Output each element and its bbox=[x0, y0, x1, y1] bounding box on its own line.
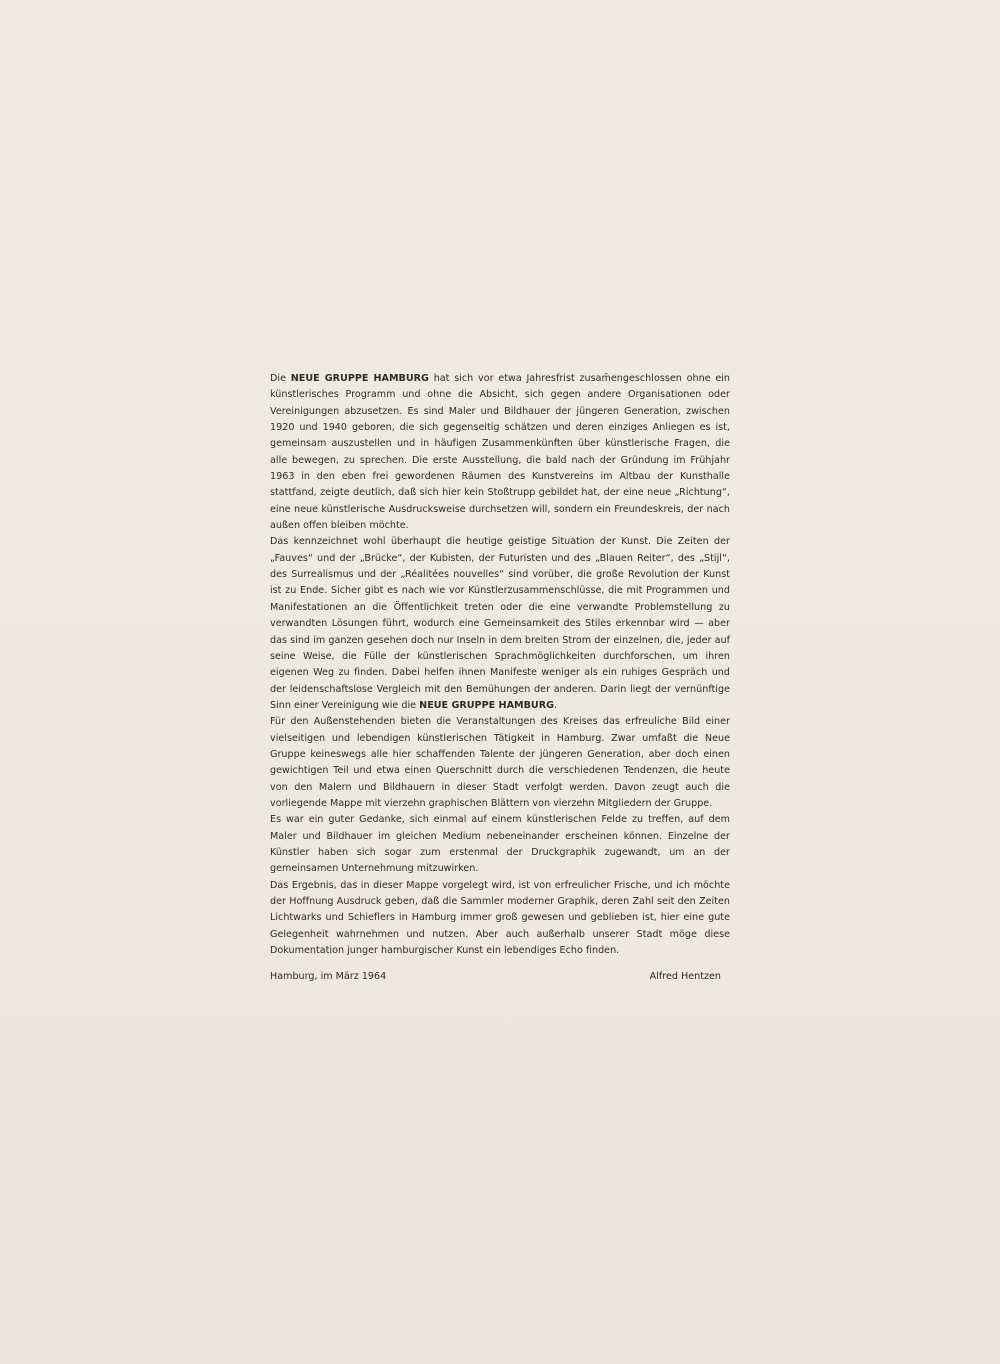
place-date: Hamburg, im März 1964 bbox=[270, 971, 387, 982]
text-run: . bbox=[554, 699, 558, 711]
text-run: Das Ergebnis, das in dieser Mappe vorgelegt wird, ist von erfreulicher Frische, und ich möchte der Hoffnung Ausdruck geben, daß die Sammler moderner Graphik, deren Zahl seit den Zeiten Lichtwarks und Schieflers in Hamburg immer groß gewesen und geblieben ist, hier eine gute Gelegenheit wahrnehmen und nutzen. Aber auch außerhalb unserer Stadt möge diese Dokumentation junger hamburgischer Kunst ein lebendiges Echo finden. bbox=[270, 879, 730, 957]
group-name: NEUE GRUPPE HAMBURG bbox=[290, 373, 429, 384]
author-name: Alfred Hentzen bbox=[649, 971, 721, 982]
text-run: hat sich vor etwa Jahresfrist zusam̄engeschlossen ohne ein künstlerisches Programm und ohne die Absicht, sich gegen andere Organisationen oder Vereinigungen abzusetzen. Es sind Maler und Bildhauer der jüngeren Generation, zwischen 1920 und 1940 geboren, die sich gegenseitig schätzen und deren einziges Anliegen es ist, gemeinsam auszustellen und in häufigen Zusammenkünften über künstlerische Fragen, die alle bewegen, zu sprechen. Die erste Ausstellung, die bald nach der Gründung im Frühjahr 1963 in den eben frei gewordenen Räumen des Kunstvereins im Altbau der Kunsthalle stattfand, zeigte deutlich, daß sich hier kein Stoßtrupp gebildet hat, der eine neue „Richtung“, eine neue künstlerische Ausdrucksweise durchsetzen will, sondern ein Freundeskreis, der nach außen offen bleiben möchte. bbox=[270, 373, 730, 532]
text-run: Es war ein guter Gedanke, sich einmal auf einem künstlerischen Felde zu treffen, auf dem Maler und Bildhauer im gleichen Medium nebeneinander erscheinen können. Einzelne der Künstler haben sich sogar zum erstenmal der Druckgraphik zugewandt, um an der gemeinsamen Unternehmung mitzuwirken. bbox=[270, 814, 730, 875]
text-run: Die bbox=[270, 373, 291, 384]
paragraph-2 bbox=[270, 534, 730, 714]
text-run: Für den Außenstehenden bieten die Veranstaltungen des Kreises das erfreuliche Bild einer vielseitigen und lebendigen künstlerischen Tätigkeit in Hamburg. Zwar umfaßt die Neue Gruppe keineswegs alle hier schaffenden Talente der jüngeren Generation, aber doch einen gewichtigen Teil und etwa einen Querschnitt durch die verschiedenen Tendenzen, die heute von den Malern und Bildhauern in dieser Stadt verfolgt werden. Davon zeugt auch die vorliegende Mappe mit vierzehn graphischen Blättern von vierzehn Mitgliedern der Gruppe. bbox=[270, 716, 730, 809]
paragraph-4 bbox=[270, 812, 730, 877]
paragraph-1 bbox=[270, 371, 730, 534]
group-name: NEUE GRUPPE HAMBURG bbox=[419, 699, 554, 711]
text-run: Das kennzeichnet wohl überhaupt die heutige geistige Situation der Kunst. Die Zeiten der „Fauves“ und der „Brücke“, der Kubisten, der Futuristen und des „Blauen Reiter“, des „Stijl“, des Surrealismus und der „Réalitées nouvelles“ sind vorüber, die große Revolution der Kunst ist zu Ende. Sicher gibt es nach wie vor Künstlerzusammenschlüsse, die mit Programmen und Manifestationen an die Öffentlichkeit treten oder die eine verwandte Problemstellung zu verwandten Lösungen führt, wodurch eine Gemeinsamkeit des Stiles erkennbar wird — aber das sind im ganzen gesehen doch nur Inseln in dem breiten Strom der einzelnen, die, jeder auf seine Weise, die Fülle der künstlerischen Sprachmöglichkeiten durchforschen, um ihren eigenen Weg zu finden. Dabei helfen ihnen Manifeste weniger als ein ruhiges Gespräch und der leidenschaftslose Vergleich mit den Bemühungen der anderen. Darin liegt der vernünftige Sinn einer Vereinigung wie die bbox=[270, 536, 730, 711]
body-text bbox=[270, 371, 730, 959]
paragraph-5 bbox=[270, 878, 730, 960]
paragraph-3 bbox=[270, 714, 730, 812]
